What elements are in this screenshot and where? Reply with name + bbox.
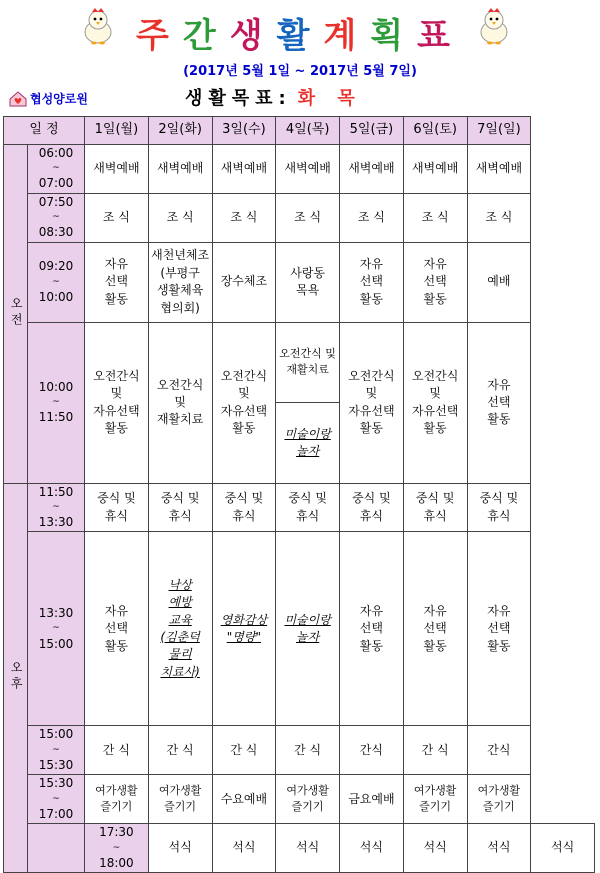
schedule-cell: 석식 xyxy=(531,824,595,873)
schedule-cell: 장수체조 xyxy=(212,242,276,322)
schedule-cell: 새벽예배 xyxy=(276,145,340,194)
schedule-cell: 조 식 xyxy=(276,193,340,242)
schedule-cell: 중식 및 휴식 xyxy=(85,483,149,532)
schedule-cell: 사랑동 목욕 xyxy=(276,242,340,322)
schedule-cell: 석식 xyxy=(340,824,404,873)
organization-logo xyxy=(8,90,88,107)
table-row xyxy=(4,824,595,873)
schedule-cell: 미술이랑 놀자 xyxy=(276,532,340,726)
header-row xyxy=(4,117,595,145)
date-period: (2017년 5월 1일 ~ 2017년 5월 7일) xyxy=(183,64,417,79)
day-header: 4일(목) xyxy=(276,117,340,145)
schedule-cell: 중식 및 휴식 xyxy=(212,483,276,532)
page-title: 주간생활계획표 xyxy=(135,16,464,56)
schedule-cell: 자유 선택 활동 xyxy=(340,242,404,322)
schedule-cell: 석식 xyxy=(276,824,340,873)
schedule-cell: 오전간식 및 자유선택 활동 xyxy=(403,322,467,483)
schedule-cell: 낙상 예방 교육 (김춘덕 물리 치료사) xyxy=(148,532,212,726)
schedule-cell-split xyxy=(276,322,340,483)
organization-name: 협성양로원 xyxy=(30,92,88,106)
time-cell: 07:50 ~ 08:30 xyxy=(28,193,85,242)
schedule-cell: 자유 선택 활동 xyxy=(467,322,531,483)
day-header: 5일(금) xyxy=(340,117,404,145)
schedule-cell: 자유 선택 활동 xyxy=(467,532,531,726)
schedule-cell: 간식 xyxy=(340,726,404,775)
time-cell: 06:00 ~ 07:00 xyxy=(28,145,85,194)
schedule-cell: 여가생활 즐기기 xyxy=(148,775,212,824)
chick-icon xyxy=(474,6,514,46)
schedule-cell: 예배 xyxy=(467,242,531,322)
schedule-cell: 새천년체조 (부평구 생활체육 협의회) xyxy=(148,242,212,322)
schedule-cell: 여가생활 즐기기 xyxy=(85,775,149,824)
table-row xyxy=(4,532,595,726)
time-cell: 15:00 ~ 15:30 xyxy=(28,726,85,775)
schedule-cell: 조 식 xyxy=(85,193,149,242)
schedule-cell: 새벽예배 xyxy=(85,145,149,194)
schedule-cell: 간 식 xyxy=(403,726,467,775)
table-row xyxy=(4,322,595,483)
life-goal xyxy=(185,84,363,110)
schedule-cell: 중식 및 휴식 xyxy=(148,483,212,532)
schedule-cell: 오전간식 및 자유선택 활동 xyxy=(212,322,276,483)
schedule-cell: 중식 및 휴식 xyxy=(276,483,340,532)
schedule-subcell: 오전간식 및 재활치료 xyxy=(279,347,336,377)
schedule-cell: 석식 xyxy=(403,824,467,873)
pm-label: 오 후 xyxy=(4,483,28,872)
schedule-cell: 여가생활 즐기기 xyxy=(276,775,340,824)
schedule-cell: 오전간식 및 자유선택 활동 xyxy=(85,322,149,483)
schedule-cell: 간 식 xyxy=(212,726,276,775)
schedule-cell: 자유 선택 활동 xyxy=(85,242,149,322)
weekly-schedule-table xyxy=(3,116,595,873)
schedule-cell: 중식 및 휴식 xyxy=(340,483,404,532)
schedule-cell: 석식 xyxy=(467,824,531,873)
schedule-header-cell: 일 정 xyxy=(4,117,85,145)
goal-label: 생활목표: xyxy=(185,88,292,109)
am-label: 오 전 xyxy=(4,145,28,484)
schedule-cell: 조 식 xyxy=(340,193,404,242)
schedule-cell: 중식 및 휴식 xyxy=(467,483,531,532)
table-row xyxy=(4,145,595,194)
schedule-cell: 자유 선택 활동 xyxy=(403,242,467,322)
schedule-cell: 간 식 xyxy=(148,726,212,775)
schedule-cell: 수요예배 xyxy=(212,775,276,824)
house-heart-icon xyxy=(8,91,28,107)
schedule-cell: 간식 xyxy=(467,726,531,775)
schedule-cell: 여가생활 즐기기 xyxy=(467,775,531,824)
schedule-cell: 조 식 xyxy=(148,193,212,242)
schedule-cell: 자유 선택 활동 xyxy=(403,532,467,726)
schedule-cell: 새벽예배 xyxy=(212,145,276,194)
schedule-cell: 새벽예배 xyxy=(148,145,212,194)
schedule-cell: 새벽예배 xyxy=(403,145,467,194)
schedule-subcell: 미술이랑 놀자 xyxy=(276,402,339,483)
schedule-cell: 자유 선택 활동 xyxy=(340,532,404,726)
schedule-cell: 석식 xyxy=(212,824,276,873)
time-cell: 10:00 ~ 11:50 xyxy=(28,322,85,483)
table-row xyxy=(4,726,595,775)
schedule-cell: 새벽예배 xyxy=(340,145,404,194)
schedule-cell: 조 식 xyxy=(212,193,276,242)
schedule-cell: 영화감상 "명량" xyxy=(212,532,276,726)
schedule-cell: 새벽예배 xyxy=(467,145,531,194)
day-header: 6일(토) xyxy=(403,117,467,145)
document-header xyxy=(0,0,600,115)
table-row xyxy=(4,193,595,242)
evening-spacer xyxy=(28,824,85,873)
table-row xyxy=(4,242,595,322)
day-header: 1일(월) xyxy=(85,117,149,145)
table-row xyxy=(4,483,595,532)
schedule-cell: 석식 xyxy=(148,824,212,873)
schedule-cell: 간 식 xyxy=(85,726,149,775)
schedule-cell: 금요예배 xyxy=(340,775,404,824)
time-cell: 13:30 ~ 15:00 xyxy=(28,532,85,726)
table-row xyxy=(4,775,595,824)
schedule-cell: 자유 선택 활동 xyxy=(85,532,149,726)
day-header: 3일(수) xyxy=(212,117,276,145)
time-cell: 09:20 ~ 10:00 xyxy=(28,242,85,322)
time-cell: 17:30 ~ 18:00 xyxy=(85,824,149,873)
day-header: 7일(일) xyxy=(467,117,531,145)
day-header: 2일(화) xyxy=(148,117,212,145)
schedule-cell: 간 식 xyxy=(276,726,340,775)
time-cell: 15:30 ~ 17:00 xyxy=(28,775,85,824)
time-cell: 11:50 ~ 13:30 xyxy=(28,483,85,532)
schedule-cell: 조 식 xyxy=(467,193,531,242)
schedule-cell: 오전간식 및 재활치료 xyxy=(148,322,212,483)
goal-value: 화 목 xyxy=(297,88,363,109)
schedule-cell: 조 식 xyxy=(403,193,467,242)
schedule-cell: 오전간식 및 자유선택 활동 xyxy=(340,322,404,483)
schedule-cell: 여가생활 즐기기 xyxy=(403,775,467,824)
schedule-cell: 중식 및 휴식 xyxy=(403,483,467,532)
